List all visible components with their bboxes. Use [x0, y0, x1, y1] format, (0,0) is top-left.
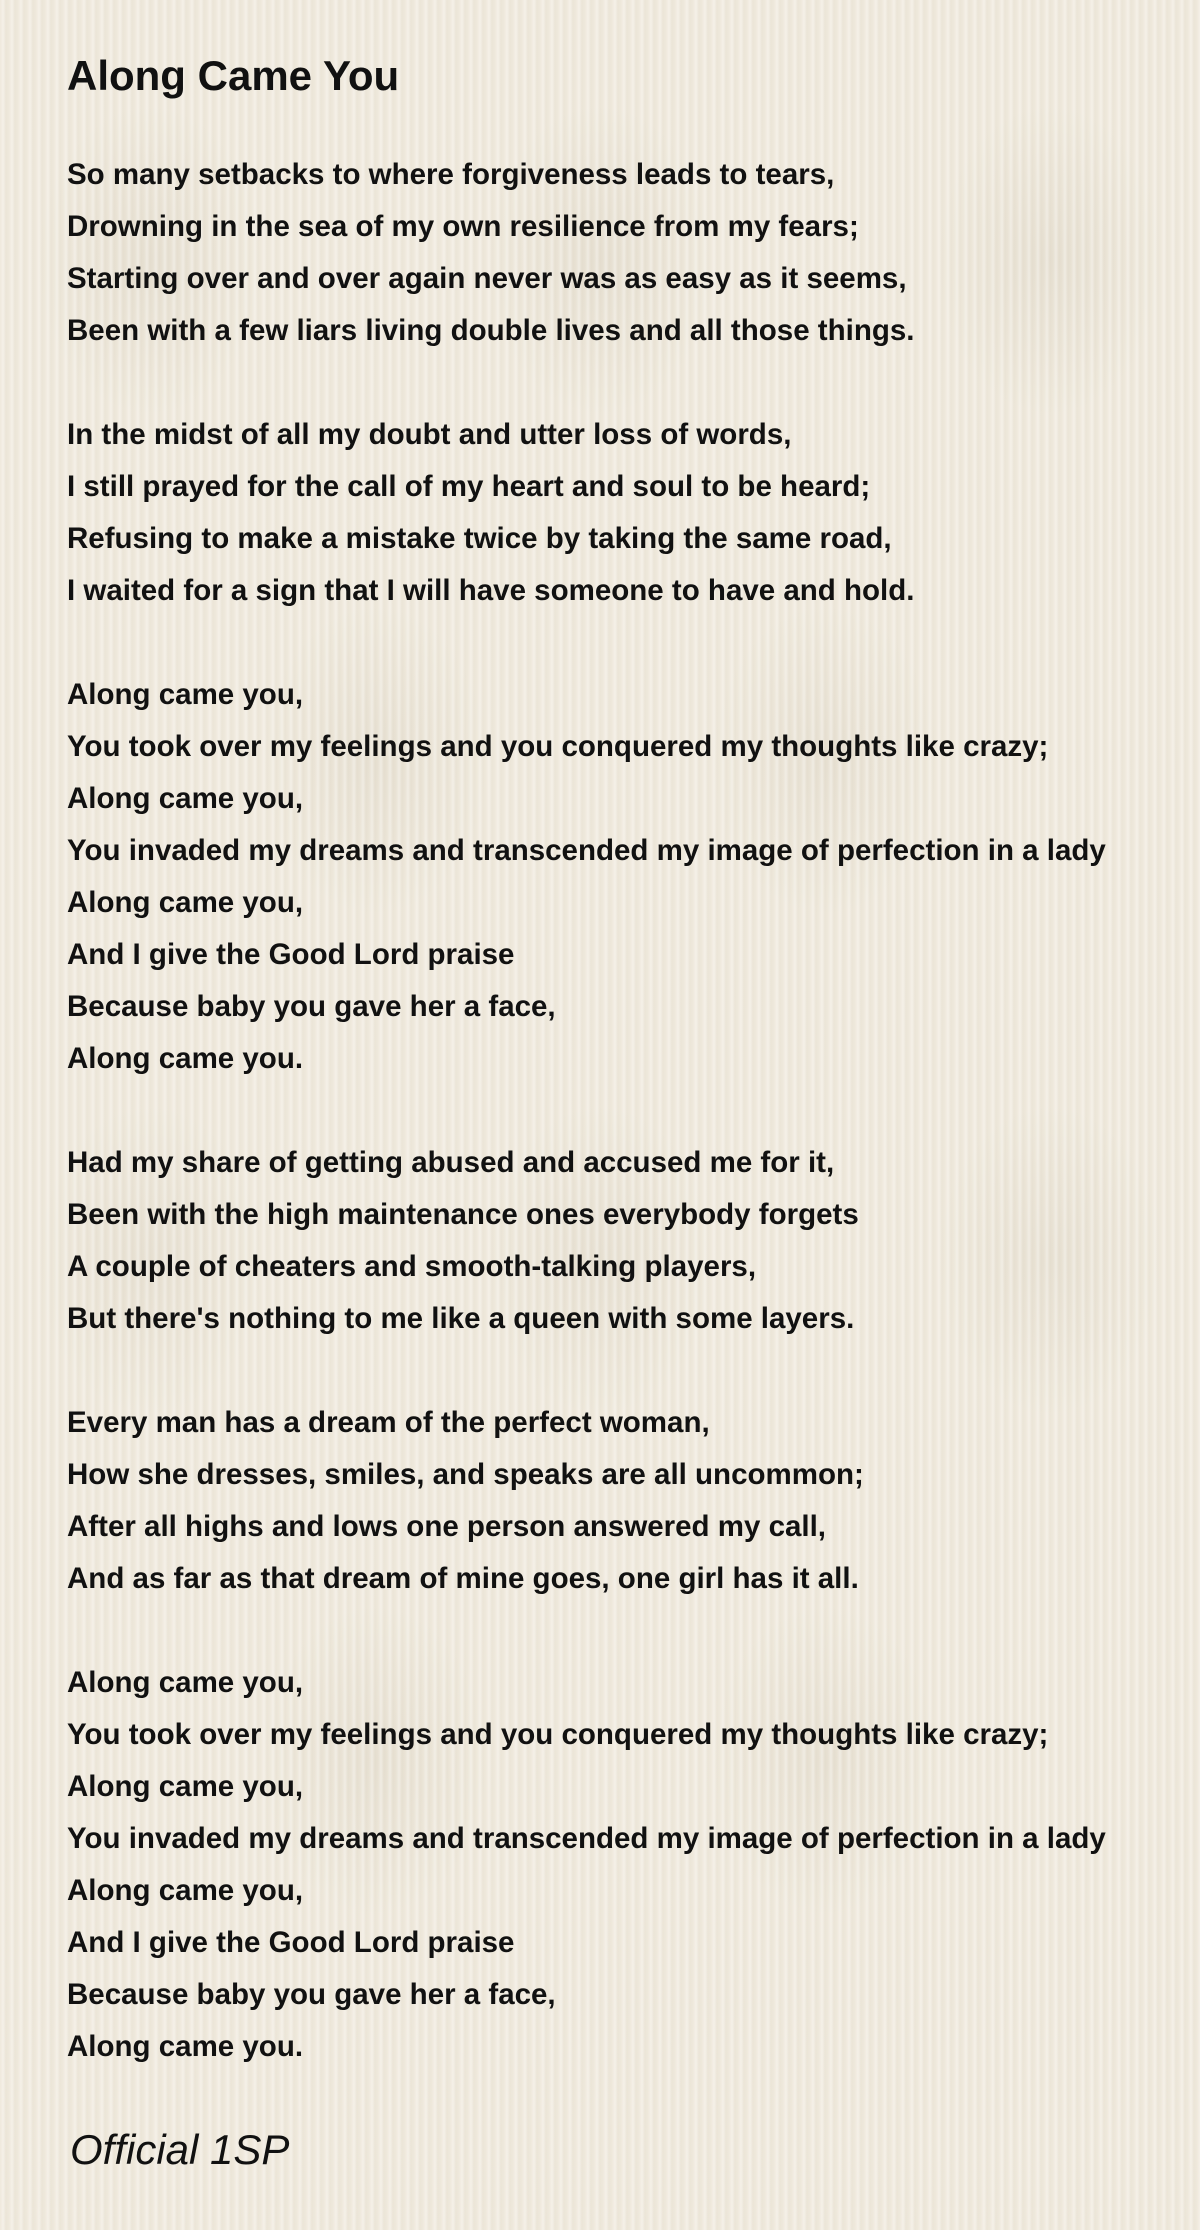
- poem-line: After all highs and lows one person answered my call,: [67, 1510, 827, 1543]
- poem-line: Every man has a dream of the perfect woman,: [67, 1406, 710, 1439]
- poem-line: Refusing to make a mistake twice by taking the same road,: [67, 522, 892, 555]
- poem-line: Along came you,: [67, 782, 304, 815]
- poem-line: And I give the Good Lord praise: [67, 938, 515, 971]
- poem-line: You invaded my dreams and transcended my image of perfection in a lady: [67, 834, 1106, 867]
- poem-line: Because baby you gave her a face,: [67, 1978, 556, 2011]
- poem-author: Official 1SP: [70, 2126, 290, 2173]
- poem-body: [67, 149, 1200, 2125]
- poem-title: Along Came You: [67, 52, 400, 99]
- poem-line: Because baby you gave her a face,: [67, 990, 556, 1023]
- poem-line: I waited for a sign that I will have someone to have and hold.: [67, 574, 915, 607]
- poem-stanza: [67, 1657, 1200, 2073]
- poem-line: A couple of cheaters and smooth-talking players,: [67, 1250, 757, 1283]
- poem-line: But there's nothing to me like a queen with some layers.: [67, 1302, 855, 1335]
- poem-line: And I give the Good Lord praise: [67, 1926, 515, 1959]
- poem-line: How she dresses, smiles, and speaks are all uncommon;: [67, 1458, 864, 1491]
- poem-line: You took over my feelings and you conquered my thoughts like crazy;: [67, 730, 1049, 763]
- poem-line: Starting over and over again never was as easy as it seems,: [67, 262, 907, 295]
- poem-line: You took over my feelings and you conquered my thoughts like crazy;: [67, 1718, 1049, 1751]
- poem-line: Along came you,: [67, 1770, 304, 1803]
- poem-line: Drowning in the sea of my own resilience from my fears;: [67, 210, 859, 243]
- poem-line: So many setbacks to where forgiveness leads to tears,: [67, 158, 835, 191]
- poem-line: Along came you.: [67, 2030, 304, 2063]
- poem-line: Been with a few liars living double lives and all those things.: [67, 314, 915, 347]
- poem-line: In the midst of all my doubt and utter loss of words,: [67, 418, 792, 451]
- poem-line: Along came you.: [67, 1042, 304, 1075]
- poem-line: You invaded my dreams and transcended my image of perfection in a lady: [67, 1822, 1106, 1855]
- poem-stanza: [67, 1397, 1200, 1605]
- poem-line: Along came you,: [67, 1874, 304, 1907]
- poem-line: Had my share of getting abused and accused me for it,: [67, 1146, 835, 1179]
- poem-stanza: [67, 149, 1200, 357]
- poem-line: Been with the high maintenance ones everybody forgets: [67, 1198, 859, 1231]
- poem-line: Along came you,: [67, 886, 304, 919]
- poem-stanza: [67, 1137, 1200, 1345]
- poem-line: Along came you,: [67, 678, 304, 711]
- poem-line: And as far as that dream of mine goes, one girl has it all.: [67, 1562, 859, 1595]
- poem-stanza: [67, 409, 1200, 617]
- poem-line: Along came you,: [67, 1666, 304, 1699]
- poem-stanza: [67, 669, 1200, 1085]
- poem-line: I still prayed for the call of my heart and soul to be heard;: [67, 470, 871, 503]
